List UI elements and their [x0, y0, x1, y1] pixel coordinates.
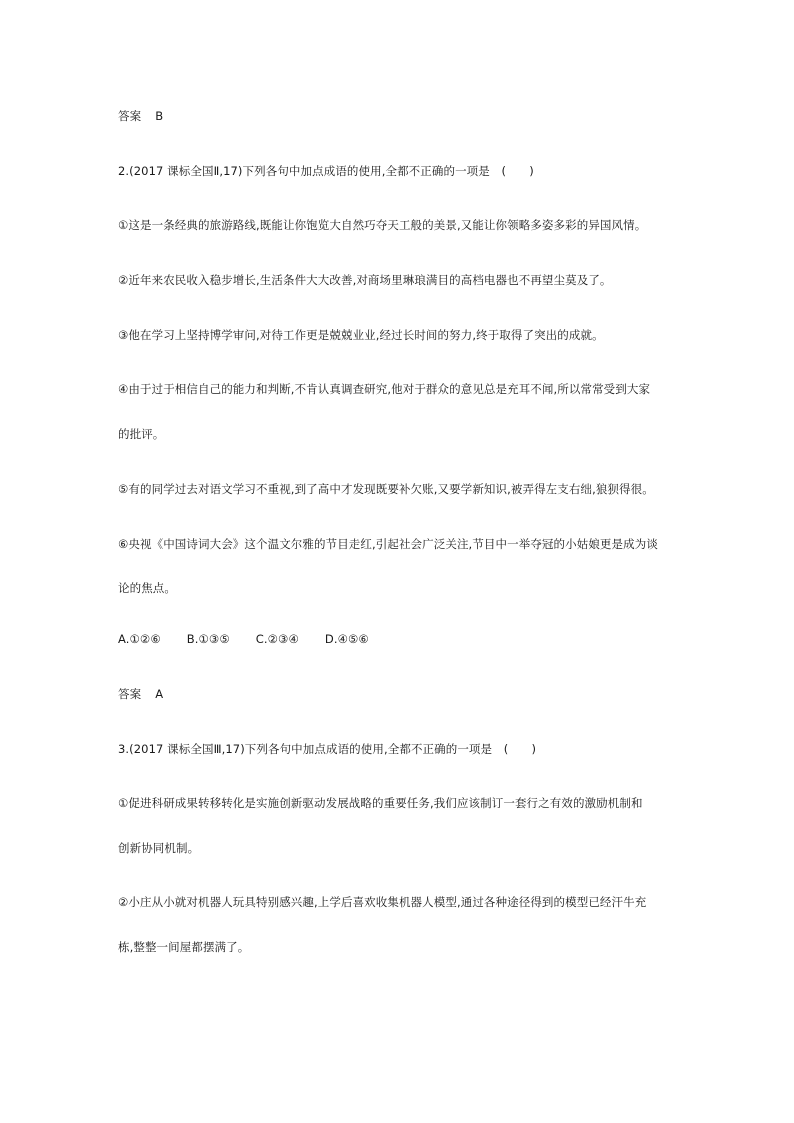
q2-item-2: ②近年来农民收入稳步增长,生活条件大大改善,对商场里琳琅满目的高档电器也不再望尘莫及了。 [118, 273, 612, 287]
option-b: B.①③⑤ [186, 632, 230, 646]
option-a: A.①②⑥ [118, 632, 161, 646]
question-2-stem: 2.(2017 课标全国Ⅱ,17)下列各句中加点成语的使用,全都不正确的一项是 ( ) [118, 164, 534, 178]
q2-item-6-line-2: 论的焦点。 [118, 581, 176, 595]
answer-value: A [155, 687, 164, 701]
q2-item-3: ③他在学习上坚持博学审问,对待工作更是兢兢业业,经过长时间的努力,终于取得了突出的成就。 [118, 328, 604, 342]
q3-item-2-line-2: 栋,整整一间屋都摆满了。 [118, 940, 250, 954]
q2-item-4-line-2: 的批评。 [118, 427, 165, 441]
answer-2 [118, 686, 163, 702]
question-3-stem: 3.(2017 课标全国Ⅲ,17)下列各句中加点成语的使用,全都不正确的一项是 ( ) [118, 742, 537, 756]
answer-value: B [155, 109, 164, 123]
q2-item-5: ⑤有的同学过去对语文学习不重视,到了高中才发现既要补欠账,又要学新知识,被弄得左支右绌,狼狈得很。 [118, 482, 654, 496]
option-c: C.②③④ [255, 632, 299, 646]
answer-label: 答案 [118, 687, 142, 701]
q2-item-4-line-1: ④由于过于相信自己的能力和判断,不肯认真调查研究,他对于群众的意见总是充耳不闻,所以常常受到大家 [118, 382, 651, 396]
answer-label: 答案 [118, 109, 142, 123]
q2-options [118, 631, 369, 647]
q3-item-2-line-1: ②小庄从小就对机器人玩具特别感兴趣,上学后喜欢收集机器人模型,通过各种途径得到的模型已经汗牛充 [118, 895, 647, 909]
q3-item-1-line-1: ①促进科研成果转移转化是实施创新驱动发展战略的重要任务,我们应该制订一套行之有效的激励机制和 [118, 796, 643, 810]
q2-item-6-line-1: ⑥央视《中国诗词大会》这个温文尔雅的节目走红,引起社会广泛关注,节目中一举夺冠的小姑娘更是成为谈 [118, 537, 658, 551]
answer-1 [118, 108, 163, 124]
q3-item-1-line-2: 创新协同机制。 [118, 841, 200, 855]
q2-item-1: ①这是一条经典的旅游路线,既能让你饱览大自然巧夺天工般的美景,又能让你领略多姿多彩的异国风情。 [118, 218, 647, 232]
option-d: D.④⑤⑥ [324, 632, 369, 646]
